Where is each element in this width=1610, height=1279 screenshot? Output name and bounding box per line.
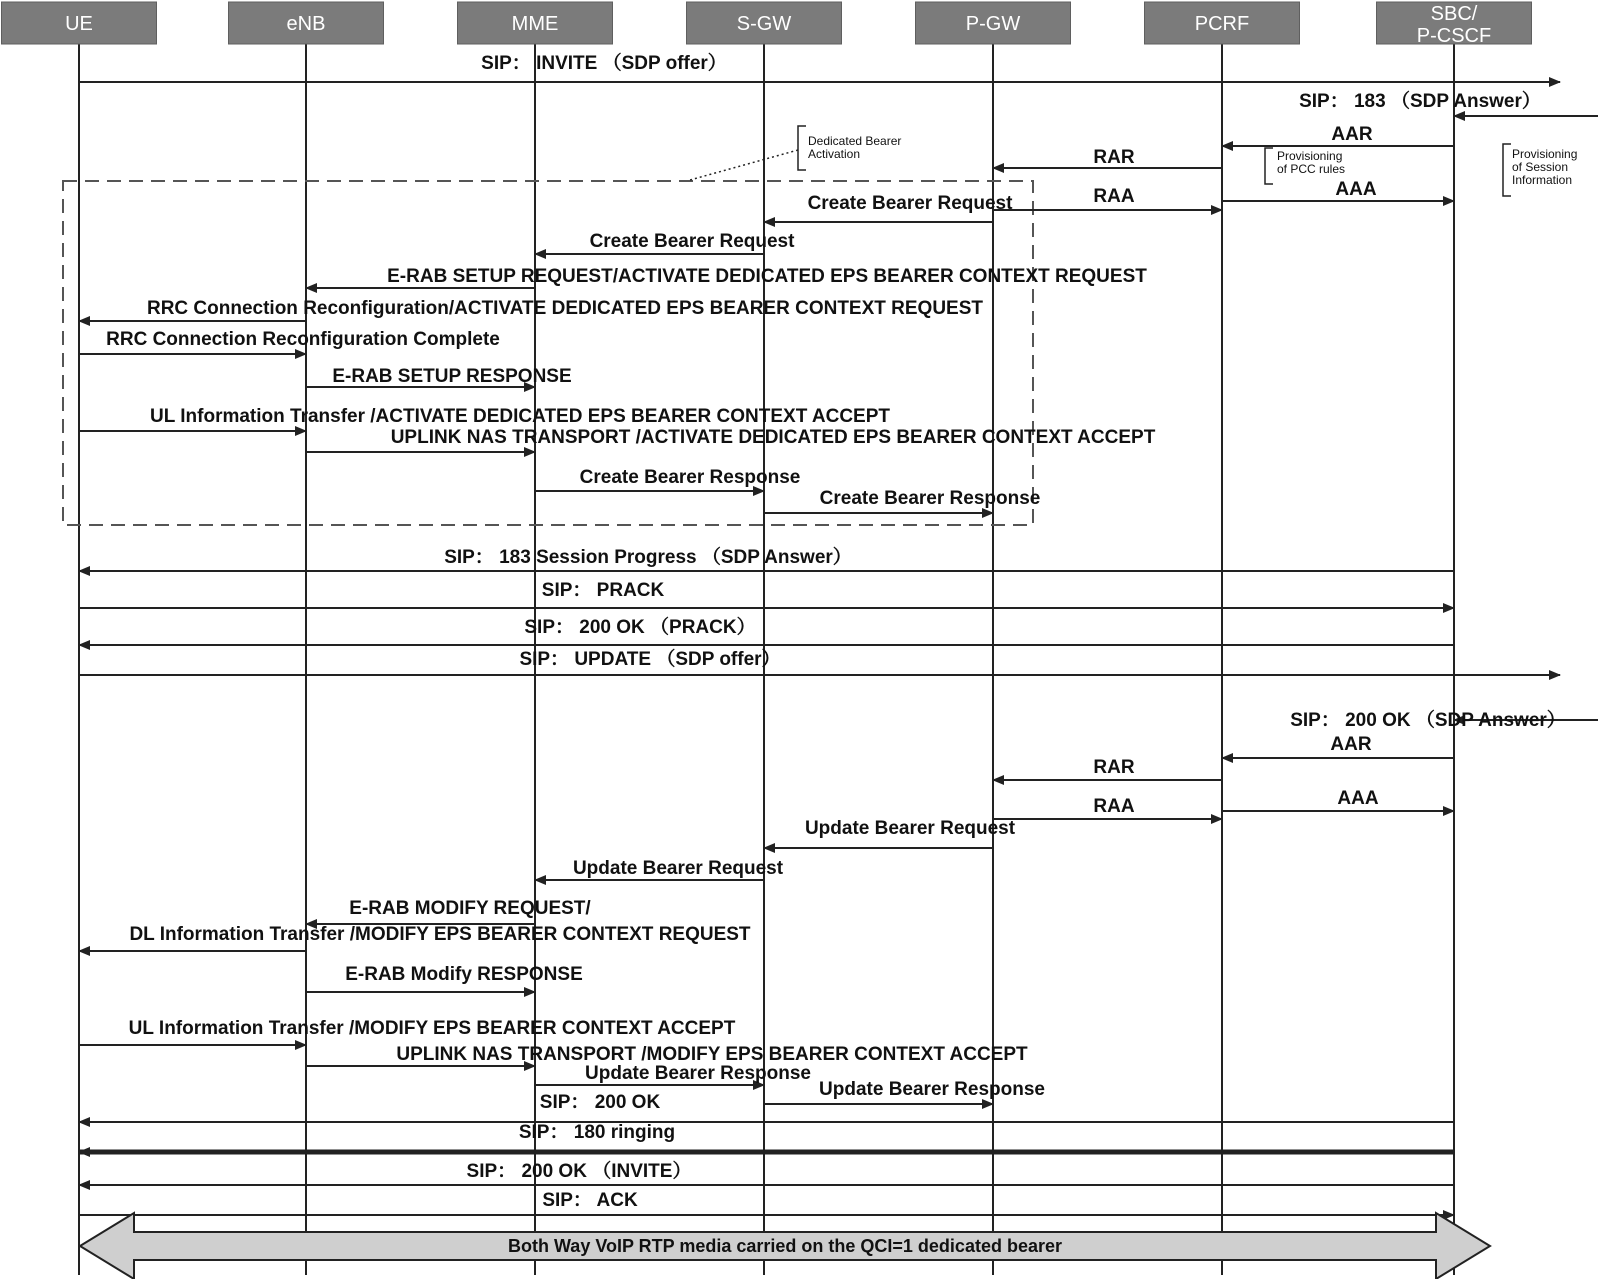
- message-label: SIP： INVITE （SDP offer）: [481, 53, 727, 74]
- message-sip-200-prack: [79, 615, 1454, 645]
- entity-mme: [458, 2, 613, 44]
- note-text: Dedicated Bearer: [808, 134, 902, 148]
- message-label: SIP： 200 OK: [539, 1092, 661, 1113]
- message-sip-ack: [79, 1190, 1454, 1215]
- message-label: AAA: [1335, 179, 1377, 200]
- entity-label: P-CSCF: [1416, 25, 1492, 47]
- message-ul-info-transfer-2: [79, 1018, 736, 1045]
- entity-label: S-GW: [736, 13, 792, 35]
- note-text: Provisioning: [1512, 147, 1578, 161]
- note-text: of Session: [1512, 160, 1569, 174]
- message-create-bearer-req-sgw: [535, 231, 795, 254]
- message-rrc-reconf-complete: [79, 329, 500, 354]
- message-rar-2: [993, 757, 1222, 780]
- message-label: RAA: [1093, 186, 1135, 207]
- message-raa-1: [993, 186, 1222, 210]
- note-bracket: [1503, 144, 1511, 196]
- message-aar-2: [1222, 734, 1454, 758]
- message-label: SIP： 200 OK （SDP Answer）: [1290, 710, 1566, 731]
- note-text: of PCC rules: [1277, 162, 1346, 176]
- note-text: Information: [1512, 173, 1573, 187]
- message-label: AAR: [1330, 734, 1372, 755]
- message-update-bearer-req-pgw: [764, 818, 1016, 848]
- note-text: Activation: [808, 147, 861, 161]
- message-label: Create Bearer Response: [819, 488, 1041, 509]
- note-dedicated-bearer-activation: [690, 126, 901, 180]
- message-dl-info-transfer: [79, 924, 751, 951]
- message-sip-183-progress: [79, 545, 1454, 571]
- message-sip-update: [79, 647, 1560, 675]
- message-label: SIP： PRACK: [541, 580, 665, 601]
- message-aaa-1: [1222, 179, 1454, 201]
- entity-enb: [229, 2, 384, 44]
- message-label: RAR: [1093, 757, 1135, 778]
- message-aaa-2: [1222, 788, 1454, 811]
- message-label: SIP： 200 OK （INVITE）: [466, 1161, 692, 1182]
- note-bracket: [1265, 148, 1273, 184]
- message-create-bearer-resp-sgw: [764, 488, 1040, 513]
- message-label: RAA: [1093, 796, 1135, 817]
- message-update-bearer-resp-mme: [535, 1063, 811, 1085]
- entity-ue: [2, 2, 157, 44]
- entity-label: eNB: [286, 13, 326, 35]
- entity-label: SBC/: [1430, 3, 1478, 25]
- message-raa-2: [993, 796, 1222, 819]
- message-label: Create Bearer Request: [589, 231, 795, 252]
- message-label: UPLINK NAS TRANSPORT /MODIFY EPS BEARER CONTEXT ACCEPT: [396, 1044, 1028, 1065]
- message-label: UPLINK NAS TRANSPORT /ACTIVATE DEDICATED EPS BEARER CONTEXT ACCEPT: [390, 427, 1156, 448]
- note-text: Provisioning: [1277, 149, 1343, 163]
- message-erab-setup-req: [306, 266, 1147, 288]
- entity-sgw: [687, 2, 842, 44]
- message-label: E-RAB MODIFY REQUEST/: [349, 898, 591, 919]
- media-banner: [80, 1213, 1490, 1279]
- message-label: SIP： ACK: [542, 1190, 638, 1211]
- entity-label: PCRF: [1194, 13, 1250, 35]
- message-label: SIP： 200 OK （PRACK）: [524, 617, 756, 638]
- message-sip-180-ringing: [79, 1122, 1454, 1152]
- message-sip-200-sdp-answer: [1290, 708, 1598, 731]
- message-label: RRC Connection Reconfiguration/ACTIVATE DEDICATED EPS BEARER CONTEXT REQUEST: [146, 298, 984, 319]
- note-provisioning-session-info: [1503, 144, 1577, 196]
- message-label: UL Information Transfer /MODIFY EPS BEARER CONTEXT ACCEPT: [128, 1018, 736, 1039]
- message-label: Update Bearer Response: [819, 1079, 1045, 1100]
- message-uplink-nas-1: [306, 427, 1156, 452]
- note-provisioning-pcc-rules: [1265, 148, 1345, 184]
- message-label: SIP： UPDATE （SDP offer）: [519, 649, 781, 670]
- message-create-bearer-req-pgw: [764, 193, 1013, 222]
- message-erab-modify-resp: [306, 964, 583, 992]
- message-label: SIP： 180 ringing: [518, 1122, 676, 1143]
- entity-label: UE: [65, 13, 93, 35]
- message-sip-200-ok: [79, 1092, 1454, 1122]
- message-rar-1: [993, 147, 1222, 168]
- entity-label: P-GW: [965, 13, 1021, 35]
- entity-label: MME: [511, 13, 559, 35]
- message-label: E-RAB Modify RESPONSE: [345, 964, 583, 985]
- media-banner-label: Both Way VoIP RTP media carried on the QCI=1 dedicated bearer: [508, 1236, 1062, 1256]
- message-create-bearer-resp-mme: [535, 467, 800, 491]
- message-rrc-reconf: [79, 298, 983, 321]
- message-label: AAA: [1337, 788, 1379, 809]
- entity-pcrf: [1145, 2, 1300, 44]
- entity-pcscf: [1377, 2, 1532, 47]
- message-label: Update Bearer Request: [572, 858, 784, 879]
- message-sip-183-answer: [1299, 89, 1598, 116]
- message-erab-setup-resp: [306, 366, 572, 387]
- message-label: SIP： 183 （SDP Answer）: [1299, 91, 1541, 112]
- message-aar-1: [1222, 124, 1454, 146]
- message-label: Create Bearer Request: [807, 193, 1013, 214]
- message-sip-prack: [79, 580, 1454, 608]
- note-leader: [690, 150, 798, 180]
- message-label: E-RAB SETUP REQUEST/ACTIVATE DEDICATED EPS BEARER CONTEXT REQUEST: [387, 266, 1147, 287]
- message-label: SIP： 183 Session Progress （SDP Answer）: [444, 547, 852, 568]
- message-sip-invite: [79, 51, 1560, 82]
- message-label: Update Bearer Response: [585, 1063, 811, 1084]
- message-label: Update Bearer Request: [804, 818, 1016, 839]
- message-label: RAR: [1093, 147, 1135, 168]
- message-label: E-RAB SETUP RESPONSE: [332, 366, 572, 387]
- note-bracket: [798, 126, 806, 170]
- message-erab-modify-req: [306, 898, 591, 924]
- entity-pgw: [916, 2, 1071, 44]
- message-label: AAR: [1331, 124, 1373, 145]
- message-update-bearer-req-sgw: [535, 858, 784, 880]
- message-label: Create Bearer Response: [579, 467, 801, 488]
- message-label: DL Information Transfer /MODIFY EPS BEARER CONTEXT REQUEST: [129, 924, 751, 945]
- message-label: RRC Connection Reconfiguration Complete: [106, 329, 500, 350]
- message-label: UL Information Transfer /ACTIVATE DEDICATED EPS BEARER CONTEXT ACCEPT: [149, 406, 891, 427]
- message-sip-200-invite: [79, 1159, 1454, 1185]
